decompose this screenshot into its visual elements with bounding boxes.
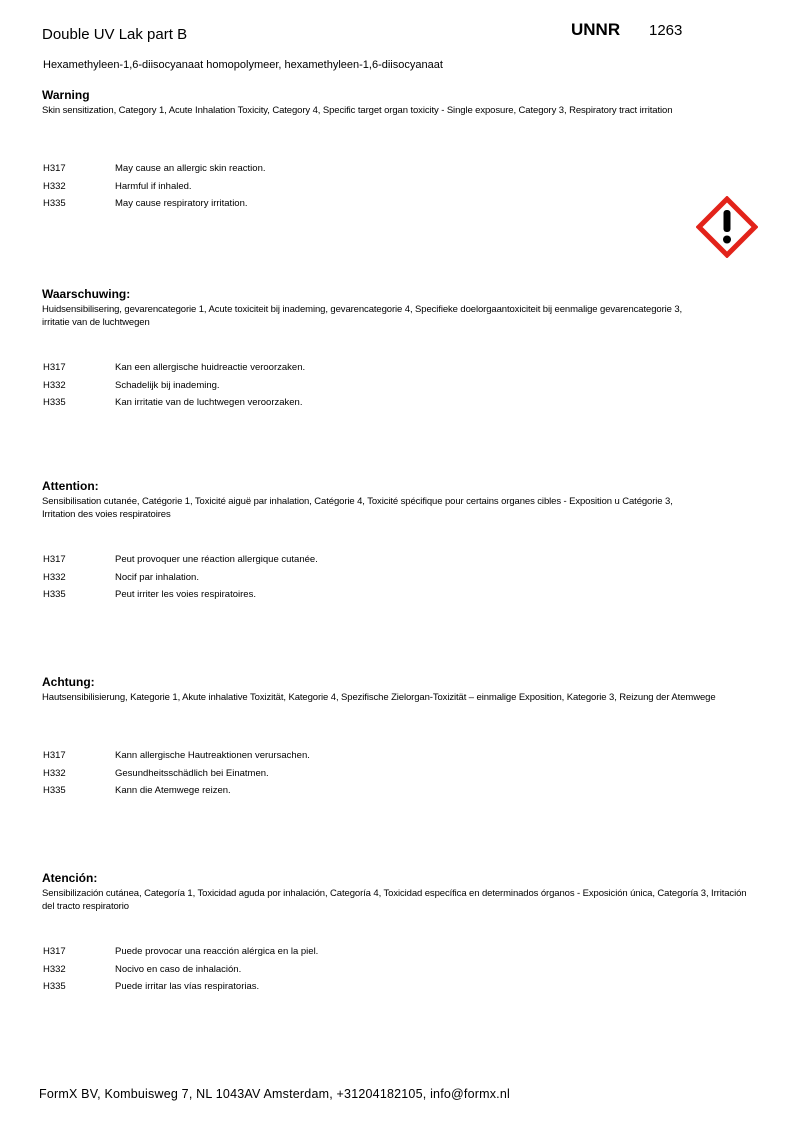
h-code: H332 xyxy=(43,767,66,779)
signal-word: Achtung: xyxy=(42,675,95,689)
unnr-label: UNNR xyxy=(571,20,621,39)
substance-name: Hexamethyleen-1,6-diisocyanaat homopolymeer, hexamethyleen-1,6-diisocyanaat xyxy=(43,59,443,71)
ghs07-exclamation-mark-icon xyxy=(696,196,758,258)
h-code: H317 xyxy=(43,163,66,174)
hazard-classification: Skin sensitization, Category 1, Acute Inhalation Toxicity, Category 4, Specific target organ toxicity - Single exposure, Category 3, Respiratory tract irritation xyxy=(42,105,673,116)
hazard-classification: Sensibilisation cutanée, Catégorie 1, Toxicité aiguë par inhalation, Catégorie 4, Toxicité spécifique pour certains organes cibles - Exposition u Catégorie 3, Irritation des voies respiratoires xyxy=(42,496,673,520)
hazard-section-de xyxy=(42,675,752,796)
h-text: Nocivo en caso de inhalación. xyxy=(115,963,242,975)
h-text: Peut irriter les voies respiratoires. xyxy=(115,589,256,600)
h-text: May cause an allergic skin reaction. xyxy=(115,163,266,174)
hazard-section-es xyxy=(42,871,752,992)
hazard-classification: Huidsensibilisering, gevarencategorie 1, Acute toxiciteit bij inademing, gevarencategorie 4, Specifieke doelorgaantoxiciteit bij eenmalige gevarencategorie 3, irritatie van de luchtwegen xyxy=(42,304,683,328)
unnr-number: 1263 xyxy=(649,22,683,39)
h-code: H317 xyxy=(43,554,66,565)
h-code: H317 xyxy=(43,750,66,761)
h-code: H335 xyxy=(43,981,66,992)
h-text: May cause respiratory irritation. xyxy=(115,198,248,209)
signal-word: Atención: xyxy=(42,871,98,885)
hazard-classification: Hautsensibilisierung, Kategorie 1, Akute inhalative Toxizität, Kategorie 4, Spezifische Zielorgan-Toxizität – einmalige Exposition, Kategorie 3, Reizung der Atemwege xyxy=(42,692,716,703)
h-text: Kann allergische Hautreaktionen verursachen. xyxy=(115,750,310,761)
hazard-section-nl xyxy=(42,287,752,408)
signal-word: Warning xyxy=(42,88,90,102)
h-code: H332 xyxy=(43,180,66,192)
h-code: H317 xyxy=(43,946,66,957)
h-code: H335 xyxy=(43,198,66,209)
hazard-section-fr xyxy=(42,479,752,600)
h-code: H332 xyxy=(43,571,66,583)
signal-word: Attention: xyxy=(42,479,99,493)
h-code: H317 xyxy=(43,362,66,373)
document-title: Double UV Lak part B xyxy=(42,26,188,43)
h-text: Puede irritar las vías respiratorias. xyxy=(115,981,260,992)
signal-word: Waarschuwing: xyxy=(42,287,131,301)
hazard-section-en xyxy=(42,88,752,209)
h-code: H335 xyxy=(43,397,66,408)
hazard-classification: Sensibilización cutánea, Categoría 1, Toxicidad aguda por inhalación, Categoría 4, Toxicidad específica en determinados órganos - Exposición única, Categoría 3, Irritación del tracto respiratorio xyxy=(42,888,747,912)
h-code: H332 xyxy=(43,379,66,391)
h-text: Schadelijk bij inademing. xyxy=(115,379,220,391)
h-code: H335 xyxy=(43,589,66,600)
h-text: Kan irritatie van de luchtwegen veroorzaken. xyxy=(115,397,303,408)
h-code: H332 xyxy=(43,963,66,975)
h-text: Kann die Atemwege reizen. xyxy=(115,785,231,796)
h-code: H335 xyxy=(43,785,66,796)
company-footer: FormX BV, Kombuisweg 7, NL 1043AV Amsterdam, +31204182105, info@formx.nl xyxy=(39,1087,510,1101)
h-text: Peut provoquer une réaction allergique cutanée. xyxy=(115,554,318,565)
h-text: Puede provocar una reacción alérgica en la piel. xyxy=(115,946,319,957)
h-text: Harmful if inhaled. xyxy=(115,180,192,192)
h-text: Kan een allergische huidreactie veroorzaken. xyxy=(115,362,306,373)
h-text: Gesundheitsschädlich bei Einatmen. xyxy=(115,767,269,779)
h-text: Nocif par inhalation. xyxy=(115,571,199,583)
